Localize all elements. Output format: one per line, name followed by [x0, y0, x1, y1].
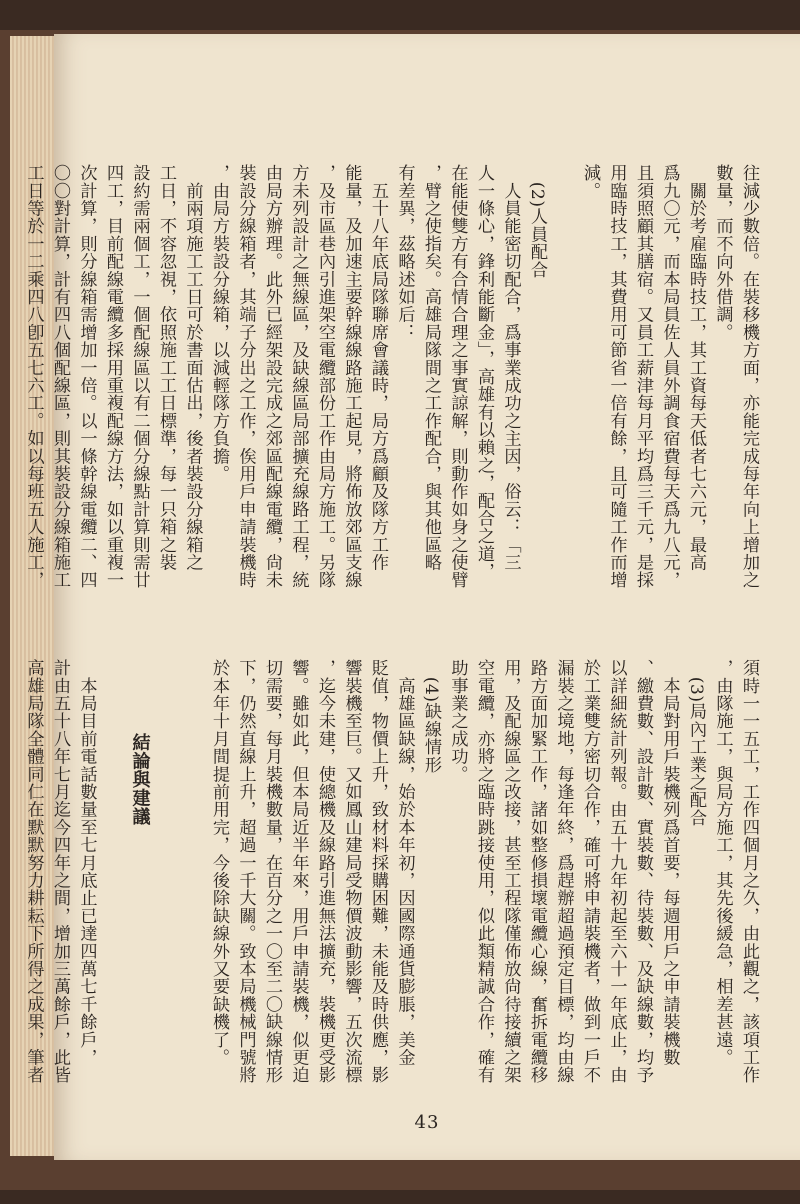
- text-column: ，臂之使指矣。高雄局隊間之工作配合，與其他區略: [421, 164, 441, 572]
- text-column: 結論與建議: [129, 659, 151, 826]
- text-column: 空電纜，亦將之臨時跳接使用，似此類精誠合作，確有: [474, 659, 494, 1084]
- text-column: 、繳費數、設計數、實裝數、待裝數、及缺線數，均予: [633, 659, 653, 1084]
- text-column: 由局方辦理。此外已經架設完成之郊區配線電纜，尙未: [262, 164, 282, 589]
- text-column: 計由五十八年七月迄今四年之間，增加三萬餘戶，此皆: [50, 659, 70, 1084]
- text-column: 響裝機至巨。又如鳳山建局受物價波動影響，五次流標: [341, 659, 362, 1084]
- text-column: [179, 659, 206, 1129]
- text-column: 往減少數倍。在裝移機方面，亦能完成每年向上增加之: [739, 164, 759, 589]
- text-column: 用臨時技工，其費用可節省一倍有餘，且可隨工作而增: [606, 164, 627, 589]
- text-column: 須時一一五工，工作四個月之久，由此觀之，該項工作: [739, 659, 759, 1084]
- text-column: ，由隊施工，與局方施工，其先後緩急，相差甚遠。: [712, 659, 733, 1067]
- text-column: [100, 659, 127, 1129]
- text-column: ，迄今未建，使總機及線路引進無法擴充，裝機更受影: [315, 659, 335, 1084]
- text-column: 在能使雙方有合情合理之事實諒解，則動作如身之使臂: [447, 164, 468, 589]
- text-column: 且須照顧其膳宿。又員工薪津每月平均爲三千元，是採: [633, 164, 653, 589]
- text-column: (2)人員配合: [527, 164, 547, 279]
- text-column: 用，及配線區之改接，甚至工程隊僅佈放尙待接續之架: [500, 659, 521, 1084]
- text-column: ，由局方裝設分線箱，以減輕隊方負擔。: [209, 164, 229, 483]
- text-column: 切需要，每月裝機數量，在百分之一〇至二〇缺線情形: [262, 659, 282, 1084]
- text-column: (4)缺線情形: [421, 659, 441, 774]
- text-column: 爲九〇元，而本局員佐人員外調食宿費每天爲九八元，: [659, 164, 680, 589]
- text-column: 高雄區缺線，始於本年初，因國際通貨膨脹，美金: [394, 659, 415, 1067]
- text-column: 工日，不容忽視，依照施工工日標準，每一只箱之裝: [156, 164, 176, 572]
- text-column: 貶值，物價上升，致材料採購困難，未能及時供應，影: [368, 659, 388, 1084]
- text-column: 助事業之成功。: [447, 659, 468, 783]
- text-column: 工日等於一二乘四八卽五七六工。如以每班五人施工，: [23, 164, 44, 589]
- text-column: 高雄局隊全體同仁在默默努力耕耘下所得之成果，筆者: [23, 659, 44, 1084]
- text-column: 五十八年底局隊聯席會議時，局方爲顧及隊方工作: [368, 164, 388, 572]
- text-column: 方未列設計之無線區，及缺線區局部擴充線路工程，統: [288, 164, 309, 589]
- text-column: 響。雖如此，但本局近半年來，用戶申請裝機，似更迫: [288, 659, 309, 1084]
- text-column: 漏裝之境地，每逢年終，爲趕辦超過預定目標，均由線: [553, 659, 574, 1084]
- text-column: (3)局內工業之配合: [686, 659, 706, 827]
- text-column: 次計算，則分線箱需增加一倍。以一條幹線電纜二、四: [76, 164, 97, 589]
- bottom-text-block: [20, 659, 762, 1129]
- text-column: 本局對用戶裝機列爲首要，每週用戶之申請裝機數: [659, 659, 680, 1067]
- text-column: 本局目前電話數量至七月底止已達四萬七千餘戶，: [76, 659, 97, 1067]
- text-column: [550, 164, 577, 644]
- text-column: 路方面加緊工作，諸如整修損壞電纜心線，奮拆電纜移: [527, 659, 547, 1084]
- book-page: [23, 34, 800, 1160]
- text-column: 人一條心，鋒利能斷金」，高雄有以賴之，配合之道，: [474, 164, 494, 581]
- text-column: 下，仍然直線上升，超過一千大關。致本局機械門號將: [235, 659, 256, 1084]
- text-column: 人員能密切配合，爲事業成功之主因，俗云：「三: [500, 164, 521, 572]
- text-column: 減。: [580, 164, 600, 200]
- text-column: 有差異，茲略述如后：: [394, 164, 415, 341]
- top-text-block: [20, 164, 762, 644]
- text-column: 數量，而不向外借調。: [712, 164, 733, 341]
- text-column: 關於考雇臨時技工，其工資每天低者七六元，最高: [686, 164, 706, 572]
- text-column: 〇〇對計算，計有四八個配線區，則其裝設分線箱施工: [50, 164, 70, 589]
- text-column: 於本年十月間提前用完，今後除缺線外又要缺機了。: [209, 659, 229, 1067]
- text-column: 裝設分線箱者，其端子分出之工作，俟用戶申請裝機時: [235, 164, 256, 589]
- text-column: 能量，及加速主要幹線線路施工起見，將佈放郊區支線: [341, 164, 362, 589]
- text-column: [153, 659, 180, 1129]
- page-number: 43: [414, 1112, 440, 1133]
- text-column: 於工業雙方密切合作，確可將申請裝機者，做到一戶不: [580, 659, 600, 1084]
- text-column: ，及市區巷內引進架空電纜部份工作由局方施工。另隊: [315, 164, 335, 589]
- text-column: 四工，目前配線電纜多採用重複配線方法，如以重複一: [103, 164, 123, 589]
- text-column: 設約需兩個工，一個配線區以有二個分線點計算則需廿: [129, 164, 150, 589]
- text-column: 前兩項施工工日可於書面估出，後者裝設分線箱之: [182, 164, 203, 572]
- text-column: 以詳細統計列報。由五十九年初起至六十一年底止，由: [606, 659, 627, 1084]
